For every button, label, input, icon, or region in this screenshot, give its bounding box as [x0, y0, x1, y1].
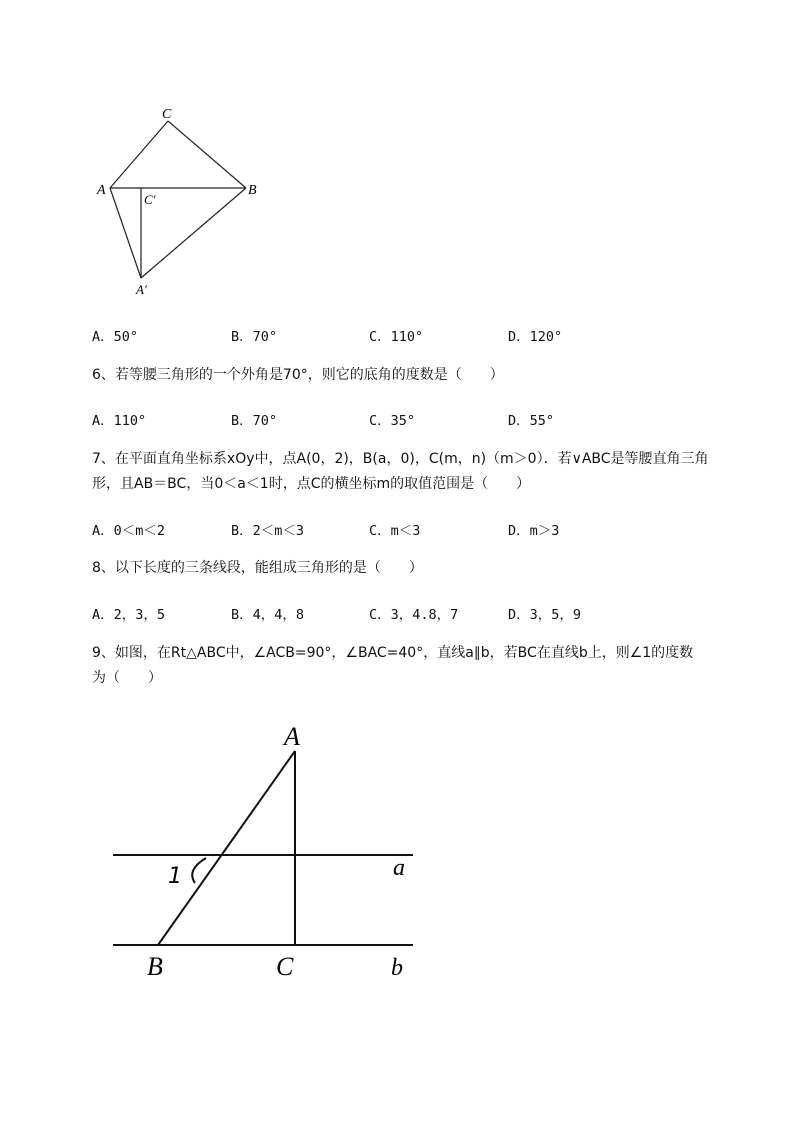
label-b-vertex: B	[147, 952, 163, 981]
q5-option-c[interactable]: C．110°	[369, 329, 424, 345]
q8-option-d[interactable]: D．3，5，9	[508, 607, 582, 623]
q7-question-line1: 7、在平面直角坐标系xOy中，点A(0，2)，B(a，0)，C(m，n)（m＞0）．若∨ABC是等腰直角三角	[92, 451, 709, 467]
q6-option-d[interactable]: D．55°	[508, 413, 555, 429]
figure-parallel-lines	[100, 715, 430, 995]
label-c-prime: C′	[144, 192, 156, 207]
segment-ac	[110, 121, 168, 188]
label-a: A	[97, 183, 106, 198]
segment-cb	[168, 121, 246, 188]
segment-a-prime-b	[141, 188, 246, 278]
q6-option-a[interactable]: A．110°	[92, 413, 147, 429]
figure-triangle-fold	[90, 100, 270, 300]
label-a-prime: A′	[136, 282, 147, 297]
q9-question-line1: 9、如图，在Rt△ABC中，∠ACB=90°，∠BAC=40°，直线a∥b，若BC在直线b上，则∠1的度数	[92, 645, 694, 661]
segment-aa-prime	[110, 188, 141, 278]
label-c: C	[162, 107, 172, 122]
q8-option-a[interactable]: A．2，3，5	[92, 607, 166, 623]
q5-option-d[interactable]: D．120°	[508, 329, 563, 345]
q7-option-a[interactable]: A．0＜m＜2	[92, 523, 166, 539]
q8-question: 8、以下长度的三条线段，能组成三角形的是（ ）	[92, 560, 423, 576]
segment-ab	[158, 751, 295, 945]
q7-option-c[interactable]: C．m＜3	[369, 523, 421, 539]
q9-question-line2: 为（ ）	[92, 670, 162, 686]
q7-options	[92, 519, 752, 539]
q7-option-b[interactable]: B．2＜m＜3	[231, 523, 305, 539]
q6-option-c[interactable]: C．35°	[369, 413, 416, 429]
label-angle-1: 1	[168, 864, 182, 889]
q6-option-b[interactable]: B．70°	[231, 413, 278, 429]
q7-question-line2: 形，且AB＝BC，当0＜a＜1时，点C的横坐标m的取值范围是（ ）	[92, 476, 531, 492]
q5-option-b[interactable]: B．70°	[231, 329, 278, 345]
q5-option-a[interactable]: A．50°	[92, 329, 139, 345]
q5-options	[92, 325, 752, 345]
label-c-vertex: C	[276, 952, 294, 981]
label-line-b: b	[391, 955, 403, 981]
label-b: B	[248, 183, 257, 198]
label-a-vertex: A	[284, 722, 300, 751]
q8-option-b[interactable]: B．4，4，8	[231, 607, 305, 623]
q6-question: 6、若等腰三角形的一个外角是70°，则它的底角的度数是（ ）	[92, 367, 504, 383]
q6-options	[92, 409, 752, 429]
q8-options	[92, 603, 752, 623]
q8-option-c[interactable]: C．3，4.8，7	[369, 607, 459, 623]
label-line-a: a	[393, 855, 405, 881]
q7-option-d[interactable]: D．m＞3	[508, 523, 560, 539]
